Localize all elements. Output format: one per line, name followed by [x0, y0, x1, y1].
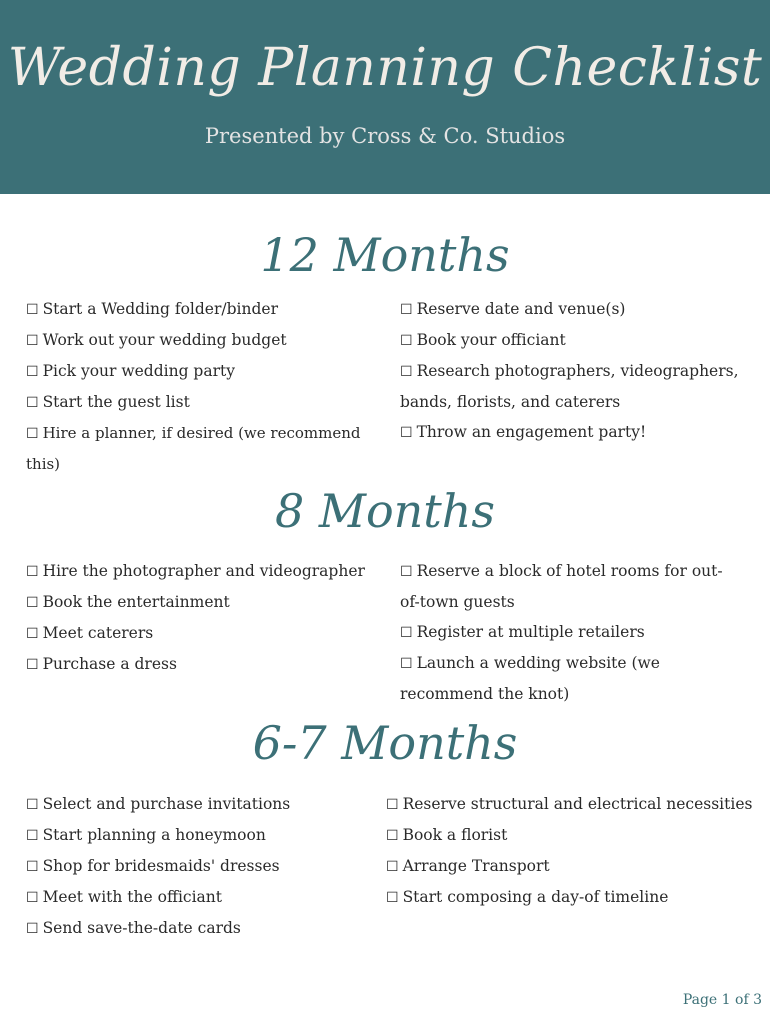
checkbox-icon[interactable]: ☐	[400, 364, 413, 380]
checklist-6-7-months-left	[26, 789, 386, 944]
checkbox-icon[interactable]: ☐	[26, 564, 39, 580]
checkbox-icon[interactable]: ☐	[26, 890, 39, 906]
checklist-8-months-left	[26, 556, 396, 680]
checklist-item[interactable]: ☐ Meet with the officiant	[26, 888, 223, 906]
checklist-item[interactable]: ☐ Start a Wedding folder/binder	[26, 300, 278, 318]
checklist-item[interactable]: ☐ Send save-the-date cards	[26, 919, 241, 937]
checklist-item[interactable]: ☐ Register at multiple retailers	[400, 623, 645, 641]
header-banner	[0, 0, 770, 194]
page-number: Page 1 of 3	[682, 992, 762, 1008]
checkbox-icon[interactable]: ☐	[386, 828, 399, 844]
checkbox-icon[interactable]: ☐	[400, 333, 413, 349]
checklist-item[interactable]: ☐ Pick your wedding party	[26, 362, 235, 380]
checklist-item[interactable]: ☐ Reserve date and venue(s)	[400, 300, 626, 318]
checklist-item[interactable]: ☐ Meet caterers	[26, 624, 154, 642]
checkbox-icon[interactable]: ☐	[386, 890, 399, 906]
checkbox-icon[interactable]: ☐	[400, 625, 413, 641]
checkbox-icon[interactable]: ☐	[400, 564, 413, 580]
checkbox-icon[interactable]: ☐	[26, 333, 39, 349]
checkbox-icon[interactable]: ☐	[26, 626, 39, 642]
page-subtitle: Presented by Cross & Co. Studios	[204, 124, 566, 148]
checkbox-icon[interactable]: ☐	[386, 859, 399, 875]
checklist-item[interactable]: ☐ Start the guest list	[26, 393, 190, 411]
checkbox-icon[interactable]: ☐	[26, 364, 39, 380]
page-title: Wedding Planning Checklist	[7, 38, 763, 98]
checklist-item[interactable]: ☐ Start composing a day-of timeline	[386, 888, 669, 906]
section-heading-12-months: 12 Months	[260, 228, 510, 282]
checkbox-icon[interactable]: ☐	[26, 426, 39, 442]
checkbox-icon[interactable]: ☐	[26, 302, 39, 318]
checklist-item[interactable]: ☐ Hire a planner, if desired (we recommend this)	[26, 424, 361, 473]
checkbox-icon[interactable]: ☐	[26, 595, 39, 611]
checkbox-icon[interactable]: ☐	[400, 656, 413, 672]
checklist-item[interactable]: ☐ Work out your wedding budget	[26, 331, 287, 349]
checklist-8-months-right	[400, 556, 740, 709]
checkbox-icon[interactable]: ☐	[26, 797, 39, 813]
checklist-item[interactable]: ☐ Purchase a dress	[26, 655, 177, 673]
section-heading-6-7-months: 6-7 Months	[252, 716, 518, 770]
checklist-item[interactable]: ☐ Book the entertainment	[26, 593, 230, 611]
checkbox-icon[interactable]: ☐	[26, 828, 39, 844]
checklist-12-months-right	[400, 294, 740, 448]
checklist-item[interactable]: ☐ Start planning a honeymoon	[26, 826, 266, 844]
checklist-item[interactable]: ☐ Launch a wedding website (we recommend the knot)	[400, 654, 660, 703]
checkbox-icon[interactable]: ☐	[400, 302, 413, 318]
checkbox-icon[interactable]: ☐	[386, 797, 399, 813]
checkbox-icon[interactable]: ☐	[26, 395, 39, 411]
checkbox-icon[interactable]: ☐	[400, 425, 413, 441]
checklist-6-7-months-right	[386, 789, 756, 913]
section-heading-8-months: 8 Months	[274, 484, 496, 538]
checkbox-icon[interactable]: ☐	[26, 657, 39, 673]
checkbox-icon[interactable]: ☐	[26, 921, 39, 937]
checklist-item[interactable]: ☐ Reserve a block of hotel rooms for out-of-town guests	[400, 562, 723, 611]
checklist-item[interactable]: ☐ Select and purchase invitations	[26, 795, 291, 813]
checklist-item[interactable]: ☐ Book your officiant	[400, 331, 566, 349]
checklist-item[interactable]: ☐ Shop for bridesmaids' dresses	[26, 857, 280, 875]
checklist-item[interactable]: ☐ Hire the photographer and videographer	[26, 562, 365, 580]
checklist-item[interactable]: ☐ Throw an engagement party!	[400, 423, 647, 441]
checkbox-icon[interactable]: ☐	[26, 859, 39, 875]
checklist-item[interactable]: ☐ Arrange Transport	[386, 857, 550, 875]
checklist-12-months-left	[26, 294, 396, 479]
checklist-item[interactable]: ☐ Research photographers, videographers, bands, florists, and caterers	[400, 362, 739, 411]
checklist-item[interactable]: ☐ Reserve structural and electrical necessities	[386, 795, 753, 813]
checklist-item[interactable]: ☐ Book a florist	[386, 826, 508, 844]
